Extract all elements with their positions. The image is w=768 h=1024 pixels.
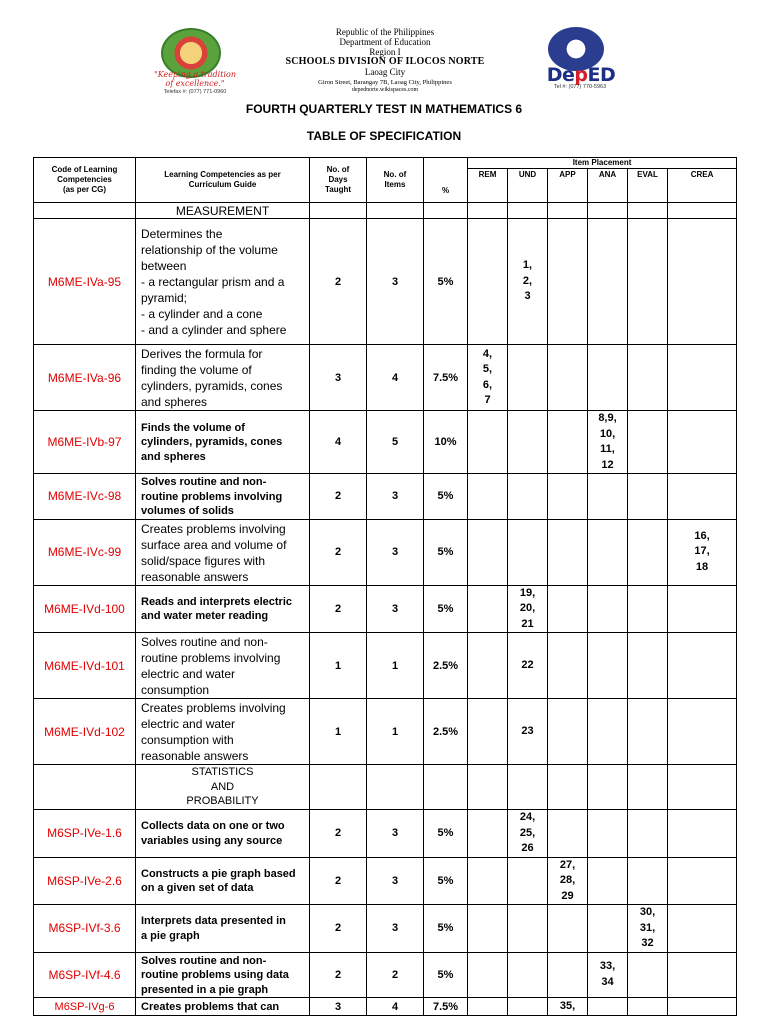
item-placement-app	[548, 585, 588, 633]
header-competency: Learning Competencies as per Curriculum Guide	[136, 158, 310, 203]
table-row	[34, 699, 737, 765]
item-number: 7	[484, 394, 491, 406]
division-logo	[133, 28, 257, 95]
header-level-ana: ANA	[588, 169, 628, 203]
item-count: 3	[367, 585, 424, 633]
item-placement-app	[548, 905, 588, 953]
item-placement-crea	[668, 905, 737, 953]
item-placement-app	[548, 345, 588, 411]
days-taught: 2	[310, 810, 367, 858]
item-placement-app	[548, 474, 588, 520]
document-subtitle: TABLE OF SPECIFICATION	[306, 129, 462, 143]
header-item-placement: Item Placement	[468, 158, 737, 169]
table-row	[34, 857, 737, 905]
table-row	[34, 998, 737, 1016]
item-number: 31,	[639, 921, 656, 934]
days-taught: 2	[310, 857, 367, 905]
item-placement-eval	[628, 519, 668, 585]
item-number: 3	[524, 290, 531, 303]
percentage: 2.5%	[424, 633, 468, 699]
item-number: 8,9,	[598, 412, 617, 424]
competency-code: M6ME-IVa-96	[34, 345, 136, 411]
item-placement-und	[508, 474, 548, 520]
competency-description: Creates problems involving electric and water consumption with reasonable answers	[136, 699, 310, 765]
competency-code: M6ME-IVa-95	[34, 219, 136, 345]
item-count: 4	[367, 998, 424, 1016]
competency-code: M6SP-IVf-3.6	[34, 905, 136, 953]
item-number: 18	[695, 560, 709, 573]
item-number: 29	[561, 889, 574, 902]
days-taught: 2	[310, 905, 367, 953]
item-placement-eval	[628, 810, 668, 858]
item-count: 3	[367, 857, 424, 905]
item-placement-eval	[628, 411, 668, 474]
item-count: 3	[367, 474, 424, 520]
item-placement-und	[508, 519, 548, 585]
item-number: 2,	[522, 274, 533, 287]
days-taught: 4	[310, 411, 367, 474]
item-number: 34	[601, 975, 614, 988]
item-number: 10,	[599, 427, 616, 440]
competency-code: M6SP-IVe-1.6	[34, 810, 136, 858]
item-placement-ana	[588, 519, 628, 585]
item-placement-app	[548, 810, 588, 858]
competency-description: Reads and interprets electric and water meter reading	[136, 585, 310, 633]
competency-description: Interprets data presented in a pie graph	[136, 905, 310, 953]
item-count: 4	[367, 345, 424, 411]
item-placement-ana	[588, 585, 628, 633]
header-level-eval: EVAL	[628, 169, 668, 203]
item-placement-ana	[588, 857, 628, 905]
item-number: 24,	[519, 811, 536, 823]
item-placement-eval	[628, 219, 668, 345]
item-number: 27,	[559, 858, 576, 871]
item-number: 5,	[482, 363, 493, 375]
item-placement-und	[508, 219, 548, 345]
item-number: 16,	[694, 529, 710, 542]
letterhead-address: Giron Street, Barangay 7B, Laoag City, Philippines	[318, 79, 452, 86]
competency-code: M6ME-IVd-102	[34, 699, 136, 765]
item-placement-crea	[668, 474, 737, 520]
item-number: 23	[521, 724, 534, 737]
item-placement-app	[548, 857, 588, 905]
item-number: 1,	[522, 259, 533, 272]
item-placement-rem	[468, 998, 508, 1016]
item-number: 26	[521, 842, 534, 854]
section-statistics: STATISTICS AND PROBABILITY	[136, 765, 310, 810]
item-placement-rem	[468, 345, 508, 411]
statistics-rows	[34, 810, 737, 1016]
competency-description: Constructs a pie graph based on a given set of data	[136, 857, 310, 905]
letterhead-division-name: SCHOOLS DIVISION OF ILOCOS NORTE	[285, 56, 485, 67]
item-placement-eval	[628, 905, 668, 953]
item-placement-ana	[588, 952, 628, 998]
item-placement-crea	[668, 411, 737, 474]
header-level-und: UND	[508, 169, 548, 203]
division-tagline: "Keeping a tradition of excellence."	[154, 70, 236, 88]
item-placement-crea	[668, 585, 737, 633]
item-count: 1	[367, 699, 424, 765]
item-placement-und	[508, 857, 548, 905]
item-placement-und	[508, 411, 548, 474]
item-placement-rem	[468, 905, 508, 953]
item-placement-crea	[668, 998, 737, 1016]
header-level-rem: REM	[468, 169, 508, 203]
percentage: 2.5%	[424, 699, 468, 765]
letterhead-line: Region I	[369, 47, 401, 57]
item-number: 22	[521, 658, 534, 671]
item-placement-eval	[628, 585, 668, 633]
item-count: 1	[367, 633, 424, 699]
item-placement-ana	[588, 474, 628, 520]
letterhead-line: Laoag City	[364, 67, 406, 77]
item-placement-ana	[588, 699, 628, 765]
competency-code: M6SP-IVg-6	[34, 998, 136, 1016]
item-number: 11,	[600, 443, 615, 455]
item-number: 19,	[519, 586, 536, 599]
item-placement-ana	[588, 345, 628, 411]
days-taught: 3	[310, 998, 367, 1016]
table-row	[34, 474, 737, 520]
table-row	[34, 345, 737, 411]
header-level-crea: CREA	[668, 169, 737, 203]
percentage: 5%	[424, 857, 468, 905]
header-level-app: APP	[548, 169, 588, 203]
percentage: 7.5%	[424, 998, 468, 1016]
item-placement-eval	[628, 998, 668, 1016]
document-title: FOURTH QUARTERLY TEST IN MATHEMATICS 6	[245, 102, 523, 116]
percentage: 5%	[424, 905, 468, 953]
percentage: 5%	[424, 519, 468, 585]
item-placement-eval	[628, 474, 668, 520]
item-placement-eval	[628, 699, 668, 765]
item-placement-ana	[588, 905, 628, 953]
header-percent: %	[424, 158, 468, 203]
measurement-rows	[34, 219, 737, 765]
item-placement-crea	[668, 519, 737, 585]
letterhead-website: depednorte.wikispaces.com	[351, 87, 419, 93]
table-row	[34, 633, 737, 699]
item-placement-eval	[628, 952, 668, 998]
item-placement-und	[508, 810, 548, 858]
item-number: 12	[601, 458, 614, 471]
item-number: 17,	[694, 545, 710, 558]
days-taught: 3	[310, 345, 367, 411]
item-placement-eval	[628, 857, 668, 905]
item-placement-crea	[668, 219, 737, 345]
item-count: 3	[367, 905, 424, 953]
competency-code: M6SP-IVe-2.6	[34, 857, 136, 905]
deped-telefax: Tel #: (077) 770-5963	[553, 84, 607, 90]
item-number: 4,	[482, 347, 493, 360]
item-placement-und	[508, 345, 548, 411]
item-placement-eval	[628, 345, 668, 411]
item-placement-rem	[468, 585, 508, 633]
percentage: 5%	[424, 810, 468, 858]
specification-table	[33, 157, 737, 1016]
section-code-cell	[34, 203, 136, 219]
item-placement-rem	[468, 411, 508, 474]
competency-code: M6SP-IVf-4.6	[34, 952, 136, 998]
percentage: 7.5%	[424, 345, 468, 411]
days-taught: 2	[310, 952, 367, 998]
item-placement-crea	[668, 345, 737, 411]
item-number: 35,	[559, 999, 576, 1012]
item-placement-ana	[588, 219, 628, 345]
item-placement-app	[548, 219, 588, 345]
days-taught: 2	[310, 585, 367, 633]
item-placement-und	[508, 952, 548, 998]
item-placement-und	[508, 699, 548, 765]
item-placement-app	[548, 411, 588, 474]
header-days: No. of Days Taught	[310, 158, 367, 203]
competency-code: M6ME-IVc-98	[34, 474, 136, 520]
item-placement-und	[508, 633, 548, 699]
competency-code: M6ME-IVd-100	[34, 585, 136, 633]
days-taught: 2	[310, 519, 367, 585]
item-count: 3	[367, 810, 424, 858]
item-placement-ana	[588, 633, 628, 699]
item-placement-rem	[468, 699, 508, 765]
percentage: 5%	[424, 952, 468, 998]
percentage: 5%	[424, 474, 468, 520]
item-number: 28,	[559, 874, 576, 886]
percentage: 5%	[424, 219, 468, 345]
competency-code: M6ME-IVd-101	[34, 633, 136, 699]
item-placement-eval	[628, 633, 668, 699]
competency-description: Creates problems that can	[136, 998, 310, 1016]
item-placement-app	[548, 519, 588, 585]
item-placement-und	[508, 905, 548, 953]
item-number: 30,	[639, 906, 656, 918]
item-placement-rem	[468, 519, 508, 585]
days-taught: 2	[310, 474, 367, 520]
division-telefax: Telefax #: (077) 771-0960	[163, 89, 227, 95]
competency-description: Derives the formula for finding the volume of cylinders, pyramids, cones and spheres	[136, 345, 310, 411]
table-row	[34, 905, 737, 953]
item-number: 25,	[519, 826, 536, 839]
item-count: 3	[367, 219, 424, 345]
item-placement-crea	[668, 633, 737, 699]
section-code-cell	[34, 765, 136, 810]
deped-logo	[520, 27, 638, 89]
table-row	[34, 952, 737, 998]
item-placement-rem	[468, 633, 508, 699]
item-placement-app	[548, 699, 588, 765]
header-code: Code of Learning Competencies (as per CG)	[34, 158, 136, 203]
table-row	[34, 519, 737, 585]
deped-wordmark: DepED	[546, 64, 616, 86]
item-placement-crea	[668, 857, 737, 905]
item-placement-und	[508, 585, 548, 633]
item-placement-rem	[468, 474, 508, 520]
item-count: 3	[367, 519, 424, 585]
percentage: 5%	[424, 585, 468, 633]
percentage: 10%	[424, 411, 468, 474]
item-placement-rem	[468, 857, 508, 905]
item-number: 20,	[519, 602, 536, 614]
competency-description: Creates problems involving surface area and volume of solid/space figures with reasonable answers	[136, 519, 310, 585]
item-number: 6,	[482, 378, 493, 391]
item-placement-crea	[668, 810, 737, 858]
days-taught: 2	[310, 219, 367, 345]
item-placement-crea	[668, 952, 737, 998]
item-number: 33,	[599, 960, 616, 973]
competency-description: Finds the volume of cylinders, pyramids, cones and spheres	[136, 411, 310, 474]
competency-description: Determines the relationship of the volume between - a rectangular prism and a pyramid; - a cylinder and a cone - and a cylinder and sphere	[136, 219, 310, 345]
competency-description: Solves routine and non- routine problems involving electric and water consumption	[136, 633, 310, 699]
item-placement-ana	[588, 411, 628, 474]
item-placement-app	[548, 633, 588, 699]
item-placement-app	[548, 998, 588, 1016]
item-placement-und	[508, 998, 548, 1016]
days-taught: 1	[310, 699, 367, 765]
item-placement-rem	[468, 952, 508, 998]
item-number: 21	[521, 617, 534, 630]
item-placement-crea	[668, 699, 737, 765]
table-row	[34, 411, 737, 474]
item-count: 2	[367, 952, 424, 998]
table-row	[34, 219, 737, 345]
item-placement-rem	[468, 219, 508, 345]
letterhead	[250, 27, 520, 94]
competency-description: Solves routine and non- routine problems using data presented in a pie graph	[136, 952, 310, 998]
item-number: 32	[641, 937, 654, 949]
item-placement-rem	[468, 810, 508, 858]
item-placement-ana	[588, 810, 628, 858]
item-placement-app	[548, 952, 588, 998]
letterhead-line: Department of Education	[339, 37, 431, 47]
table-row	[34, 810, 737, 858]
competency-code: M6ME-IVb-97	[34, 411, 136, 474]
days-taught: 1	[310, 633, 367, 699]
competency-description: Collects data on one or two variables using any source	[136, 810, 310, 858]
table-row	[34, 585, 737, 633]
competency-description: Solves routine and non- routine problems involving volumes of solids	[136, 474, 310, 520]
header-items: No. of Items	[367, 158, 424, 203]
competency-code: M6ME-IVc-99	[34, 519, 136, 585]
letterhead-line: Republic of the Philippines	[335, 27, 435, 37]
item-placement-ana	[588, 998, 628, 1016]
section-measurement: MEASUREMENT	[136, 203, 310, 219]
item-count: 5	[367, 411, 424, 474]
